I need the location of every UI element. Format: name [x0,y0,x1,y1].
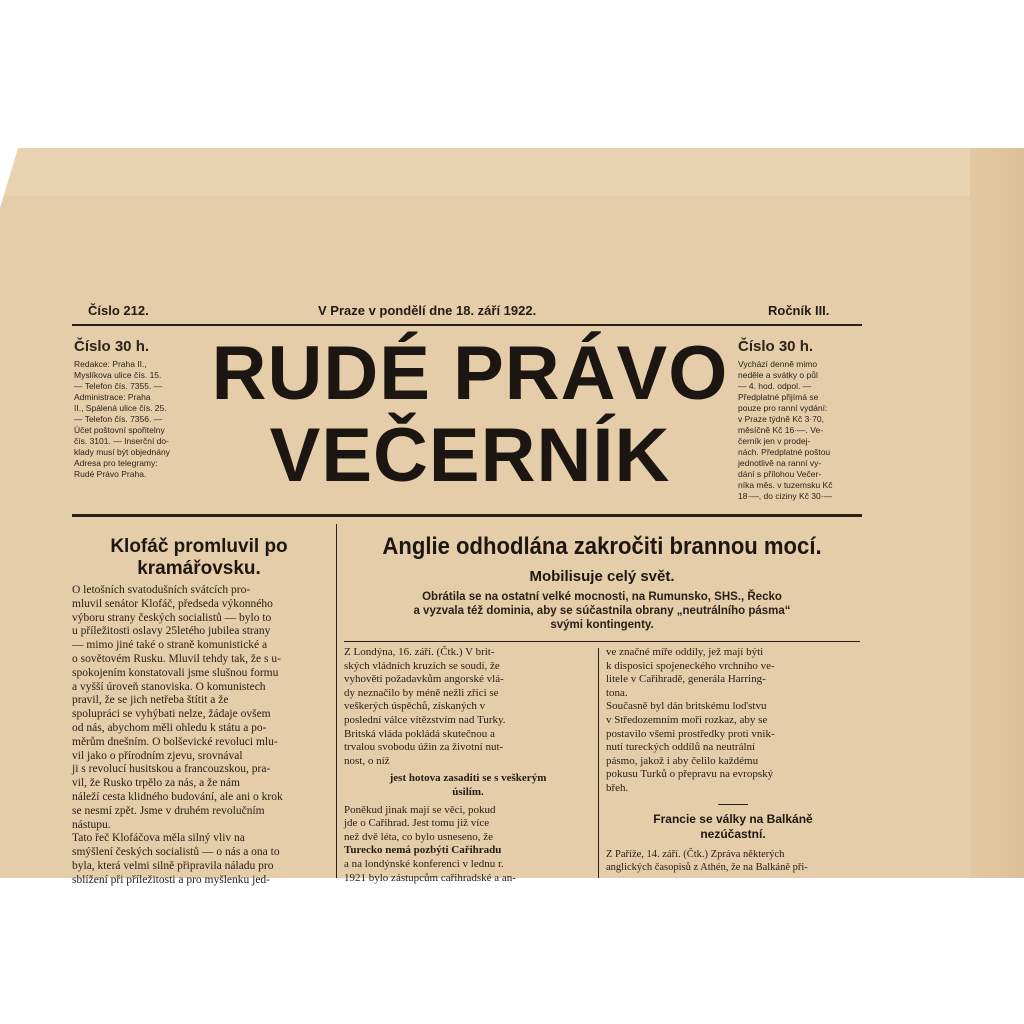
right-info-line: dání s přílohou Večer- [738,469,822,479]
left-info-line: klady musí být objednány [74,447,170,457]
text-line: se nesmí zpět. Jsme v druhém revolučním [72,804,265,817]
text-line: vyhovětí požadavkům angorské vlá- [344,673,504,686]
left-headline [70,536,328,580]
text-line: spokojením konstatovali jsme slušnou formu [72,666,279,679]
left-info-line: Rudé Právo Praha. [74,469,147,479]
right-info-line: černík jen v prodej- [738,436,811,446]
left-info-line: Adresa pro telegramy: [74,458,158,468]
left-info-line: — Telefon čís. 7355. — [74,381,163,391]
text-line: poslední válce vítězstvím nad Turky. [344,713,506,726]
masthead-bottom-rule [72,514,862,517]
text-line: pokusu Turků o přepravu na evropský [606,768,774,781]
text-line: Z Londýna, 16. září. (Čtk.) V brit- [344,646,495,658]
text-line: k disposici spojeneckého vrchního ve- [606,659,775,672]
text-line: ve značné míře oddíly, jež mají býti [606,646,764,658]
column-separator-mid [598,648,599,878]
left-info-line: Administrace: Praha [74,392,151,402]
right-headline-line: Francie se války na Balkáně [653,812,813,826]
right-info-line: pouze pro ranní vydání: [738,403,828,413]
text-line: smýšlení českých socialistů — o nás a ona to [72,846,280,859]
right-info-line: 18·—, do ciziny Kč 30·— [738,491,833,501]
right-info-box [738,338,866,502]
right-info-line: v Praze týdně Kč 3·70, [738,414,824,424]
text-line: dy neznačilo by méně nežli zříci se [344,686,499,699]
dateline: V Praze v pondělí dne 18. září 1922. [318,303,537,318]
right-info-line: Předplatné přijímá se [738,392,819,402]
left-info-line: II., Spálená ulice čís. 25. [74,403,167,413]
right-info-line: jednotlivě na ranní vy- [738,458,822,468]
text-line: ských vládních kruzích se soudí, že [344,659,500,672]
text-line: jde o Cařihrad. Jest tomu již více [344,817,490,830]
text-line: — mimo jiné také o straně komunistické a [72,639,268,652]
text-line: sblížení při příležitosti a pro myšlenku jed- [72,873,271,886]
text-line: Tato řeč Klofáčova měla silný vliv na [72,832,245,845]
text-line: ji s revolucí husitskou a francouzskou, pra- [72,763,271,776]
right-info-line: neděle a svátky o půl [738,370,818,380]
left-headline-line: Klofáč promluvil po [110,536,288,557]
text-line: nástupu. [72,818,111,831]
text-line: O letošních svatodušních svátcích pro- [72,584,251,596]
main-article-col1 [344,646,592,885]
main-headline: Anglie odhodlána zakročiti brannou mocí. [382,533,822,560]
text-line: Současně byl dán britskému loďstvu [606,700,767,713]
text-line: Britská vláda pokládá skutečnou a [344,727,495,740]
text-line: vil, že Rusko trpělo za nás, a že nám [72,777,240,790]
left-info-line: — Telefon čís. 7356. — [74,414,163,424]
text-line: jest hotova zasaditi se s veškerým [389,772,547,785]
main-article-col2 [606,646,860,796]
text-line: u příležitosti oslavy 25letého jubilea strany [72,625,271,638]
text-line: měrům dnešním. O bolševické revoluci mlu- [72,735,278,748]
volume-number: Ročník III. [768,303,830,318]
text-line: Poněkud jinak mají se věci, pokud [344,803,496,816]
column-separator-left [336,524,337,878]
text-line: od nás, abychom měli ohledu k státu a po- [72,721,267,734]
main-subhead: Mobilisuje celý svět. [529,568,675,585]
left-article-body [72,584,328,888]
text-line: vil jako o přírodním zjevu, srovnával [72,749,243,762]
text-line: mluvil senátor Klofáč, předseda výkonného [72,597,273,610]
main-deck [340,590,864,632]
right-price: Číslo 30 h. [738,338,814,355]
masthead-subtitle: VEČERNÍK [269,413,671,498]
text-line: litele v Cařihradě, generála Harring- [606,673,766,686]
text-line: v Středozemním moři rozkaz, aby se [606,713,768,726]
article-divider [718,804,748,805]
text-line: a vyšší úroveň stanoviska. O komunistech [72,680,266,693]
text-line: trvalou svobodu úžin za životní nut- [344,741,504,754]
text-line: náleží cesta klidného budování, ale ani o krok [72,790,283,803]
left-info-line: čís. 3101. — Inserční do- [74,436,169,446]
text-line: výboru strany českých socialistů — bylo to [72,611,272,624]
left-headline-line: kramářovsku. [137,558,261,579]
paper-right-edge [970,148,1024,878]
deck-rule [344,641,860,642]
text-line: pravil, že se jich netřeba štítit a že [72,694,229,707]
right-info-line: Vychází denně mimo [738,359,818,369]
paper-top-band [0,148,1024,196]
text-line: Turecko nemá pozbýti Cařihradu [344,844,502,857]
deck-line: a vyzvala též dominia, aby se súčastnila obrany „neutrálního pásma“ [413,605,791,617]
text-line: úsilím. [452,785,484,798]
deck-line: svými kontingenty. [550,619,654,631]
left-info-box [74,338,189,480]
right-info-line: — 4. hod. odpol. — [738,381,812,391]
text-line: než dvě léta, co bylo usneseno, že [344,830,494,843]
text-line: tona. [606,686,628,699]
issue-number: Číslo 212. [88,303,149,318]
text-line: pásmo, jakož i aby čelilo každému [606,754,759,767]
text-line: veškerých úspěchů, získaných v [344,700,486,713]
right-article-body [606,848,860,874]
text-line: nutí tureckých oddílů na neutrální [606,741,756,754]
left-info-line: Myslíkova ulice čís. 15. [74,370,162,380]
text-line: o sovětovém Rusku. Mluvil tehdy tak, že s u- [72,652,281,665]
text-line: anglických časopisů z Athén, že na Balkáně při- [606,862,808,873]
left-info-line: Účet poštovní spořitelny [74,425,165,435]
left-price: Číslo 30 h. [74,338,150,355]
left-info-line: Redakce: Praha II., [74,359,147,369]
deck-line: Obrátila se na ostatní velké mocnosti, na Rumunsko, SHS., Řecko [422,591,782,603]
text-line: spolupráci se vyhýbati nelze, žádaje ovšem [72,708,271,721]
right-headline [606,812,860,842]
right-info-line: měsíčně Kč 16·—. Ve- [738,425,824,435]
right-info-line: níka měs. v tuzemsku Kč [738,480,833,490]
right-info-line: nách. Předplatné poštou [738,447,831,457]
text-line: 1921 bylo zástupcům cařihradské a an- [344,871,516,884]
text-line: břeh. [606,781,629,794]
right-headline-line: nezúčastní. [700,827,766,841]
text-line: nost, o níž [344,754,390,767]
text-line: byla, která velmi silně připravila náladu pro [72,859,274,872]
masthead-title: RUDÉ PRÁVO [211,331,729,416]
top-rule [72,324,862,326]
text-line: Z Paříže, 14. září. (Čtk.) Zpráva některých [606,849,785,860]
text-line: postavilo všemi prostředky proti vnik- [606,727,775,740]
text-line: a na londýnské konferenci v lednu r. [344,857,504,870]
